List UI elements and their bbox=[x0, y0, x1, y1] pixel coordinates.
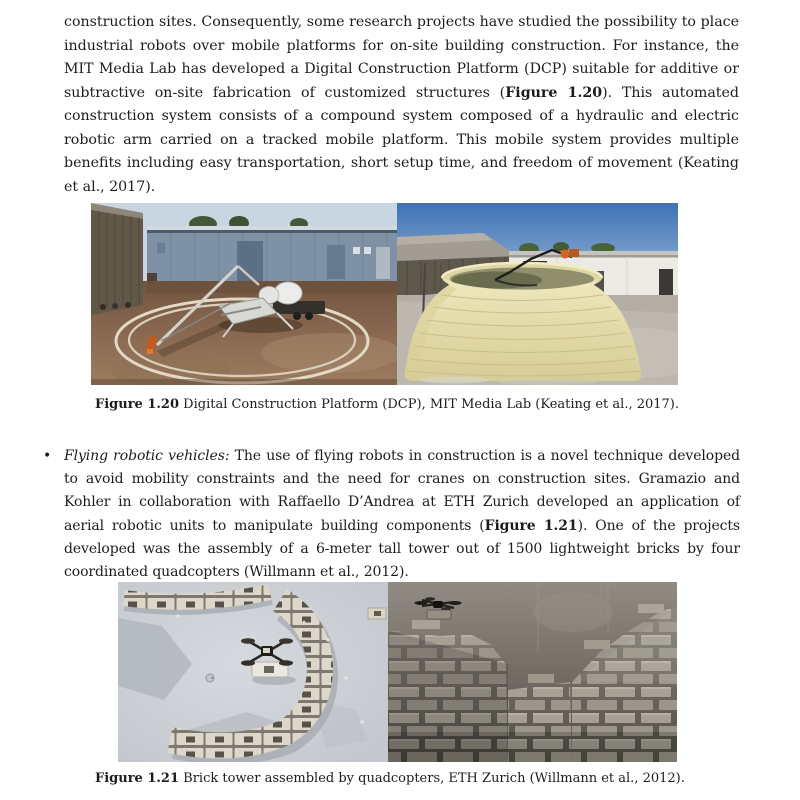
bullet-text-after: ). One of the projects developed was the assembly of a 6-meter tall tower out of 1500 lightweight bricks by four coordinated quadcopters (Willmann et al., 2012). bbox=[64, 517, 740, 581]
loose-brick bbox=[638, 604, 664, 613]
photo-dcp-site bbox=[91, 203, 397, 385]
photo-brick-wall bbox=[388, 582, 677, 762]
blue-warehouse bbox=[147, 226, 397, 284]
bullet-flying-robots bbox=[43, 445, 740, 584]
figure-1-20-caption-label: Figure 1.20 bbox=[95, 397, 180, 412]
floor-marker bbox=[206, 674, 214, 682]
bottom-vignette bbox=[91, 379, 397, 385]
bullet-text-before: The use of flying robots in construction is a novel technique developed to avoid mobility constraints and the need for cranes on construction sites. Gramazio and Kohler in collaboration with Raffaello D’Andrea at ETH Zurich developed an application of aerial robotic units to manipulate building components ( bbox=[64, 448, 740, 534]
figure-1-20-caption-text: Digital Construction Platform (DCP), MIT Media Lab (Keating et al., 2017). bbox=[179, 397, 680, 412]
figure-1-21 bbox=[118, 582, 677, 762]
foam-spill bbox=[421, 377, 489, 384]
loose-brick bbox=[584, 640, 610, 649]
figure-1-21-caption-label: Figure 1.21 bbox=[95, 771, 180, 786]
concrete-stain bbox=[533, 592, 613, 632]
bullet-italic-lead: Flying robotic vehicles: bbox=[64, 448, 230, 464]
bullet-marker: • bbox=[43, 448, 52, 464]
bullet-paragraph bbox=[64, 445, 740, 584]
ground-patch bbox=[261, 333, 397, 373]
paragraph-dcp bbox=[64, 11, 739, 199]
loose-brick bbox=[528, 674, 554, 683]
figure-1-20 bbox=[91, 203, 678, 385]
figure-1-20-reference: Figure 1.20 bbox=[505, 84, 603, 101]
photo-brick-circle bbox=[118, 582, 388, 762]
loose-brick bbox=[412, 620, 440, 629]
foam-spill bbox=[497, 379, 597, 385]
figure-1-21-reference: Figure 1.21 bbox=[484, 517, 578, 534]
shading bbox=[388, 732, 677, 762]
figure-1-21-caption-text: Brick tower assembled by quadcopters, ETH Zurich (Willmann et al., 2012). bbox=[179, 771, 685, 786]
figure-1-21-caption bbox=[95, 770, 685, 787]
photo-dcp-dome bbox=[397, 203, 678, 385]
paragraph-dcp-text-after: ). This automated construction system consists of a compound system composed of a hydraulic and electric robotic arm carried on a tracked mobile platform. This mobile system provides multiple benefits including easy transportation, short setup time, and freedom of movement (Keating et al., 2017). bbox=[64, 84, 739, 195]
figure-1-20-caption bbox=[95, 396, 679, 413]
paragraph-dcp-text: construction sites. Consequently, some research projects have studied the possibility to place industrial robots over mobile platforms for on-site building construction. For instance, the MIT Media Lab has developed a Digital Construction Platform (DCP) suitable for additive or subtractive on-site fabrication of customized structures ( bbox=[64, 14, 739, 101]
corner-brick bbox=[368, 608, 386, 619]
